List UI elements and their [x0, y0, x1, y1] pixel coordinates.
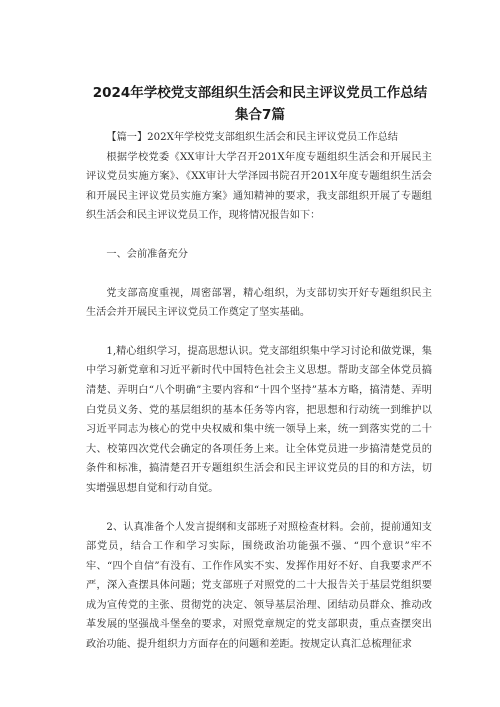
- section-heading-preparation: 一、会前准备充分: [106, 248, 188, 260]
- title-line-1: 2024年学校党支部组织生活会和民主评议党员工作总结: [92, 85, 428, 101]
- paragraph-intro: 根据学校党委《XX审计大学召开201X年度专题组织生活会和开展民主评议党员实施方案》、《XX审计大学泽园书院召开201X年度专题组织生活会和开展民主评议党员实施方案》通知精神的要求，我支部组织开展了专题组织生活会和民主评议党员工作，现将情况报告如下：: [86, 151, 432, 222]
- section-heading-1: 【篇一】202X年学校党支部组织生活会和民主评议党员工作总结: [106, 132, 398, 143]
- title-line-2: 集合7篇: [235, 107, 285, 123]
- document-body: [86, 128, 432, 655]
- paragraph-materials: 2、认真准备个人发言提纲和支部班子对照检查材料。会前，提前通知支部党员，结合工作和学习实际，围绕政治功能强不强、“四个意识”牢不牢、“四个自信”有没有、工作作风实不实、发挥作用好不好、自我要求严不严，深入查摆具体问题；党支部班子对照党的二十大报告关于基层党组织要成为宣传党的主张、贯彻党的决定、领导基层治理、团结动员群众、推动改革发展的坚强战斗堡垒的要求，对照党章规定的党支部职责，重点查摆突出政治功能、提升组织力方面存在的问题和差距。按规定认真汇总梳理征求: [86, 521, 432, 651]
- paragraph-study: 1,精心组织学习，提高思想认识。党支部组织集中学习讨论和做党课，集中学习新党章和习近平新时代中国特色社会主义思想。帮助支部全体党员搞清楚、弄明白“八个明确”主要内容和“十四个坚持”基本方略，搞清楚、弄明白党员义务、党的基层组织的基本任务等内容，把思想和行动统一到维护以习近平同志为核心的党中央权威和集中统一领导上来，统一到落实党的二十大、校第四次党代会确定的各项任务上来。让全体党员进一步搞清楚党员的条件和标准，搞清楚召开专题组织生活会和民主评议党员的目的和方法，切实增强思想自觉和行动自觉。: [86, 345, 432, 494]
- paragraph-overview: 党支部高度重视，周密部署，精心组织，为支部切实开好专题组织民主生活会并开展民主评议党员工作奠定了坚实基础。: [86, 287, 432, 319]
- document-title: [70, 82, 450, 126]
